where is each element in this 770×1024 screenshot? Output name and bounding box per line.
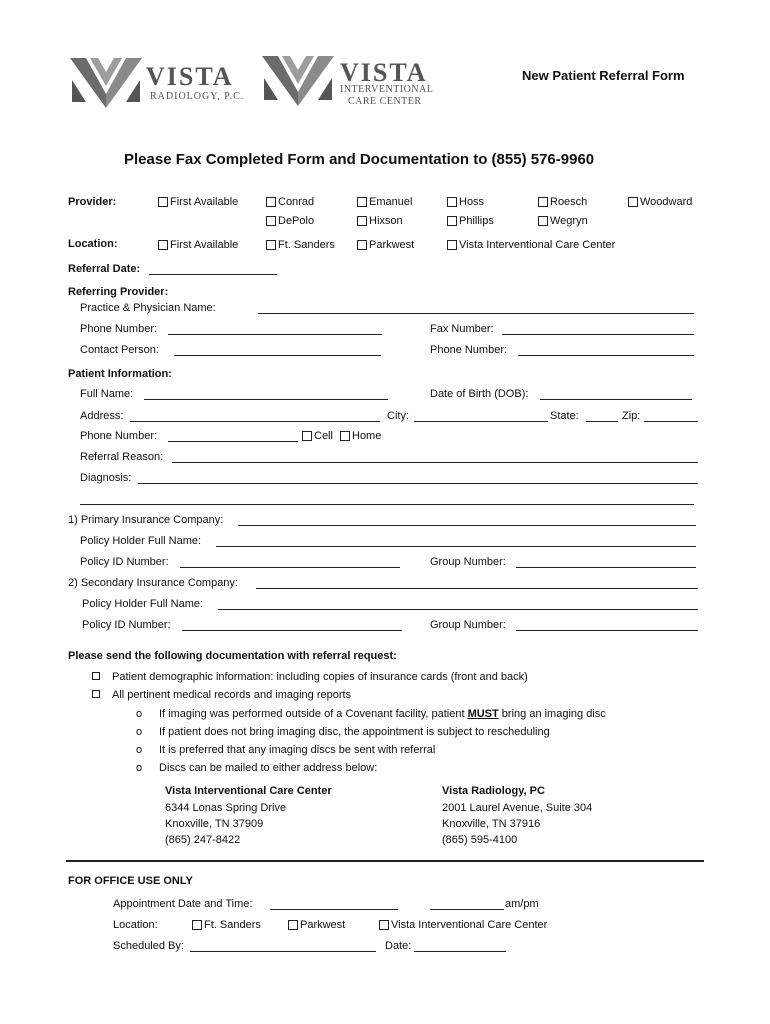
checkbox[interactable]	[628, 197, 638, 207]
reason-label: Referral Reason:	[80, 451, 164, 463]
state-field[interactable]	[586, 410, 618, 422]
checkbox[interactable]	[447, 240, 457, 250]
location-label: Location:	[68, 238, 118, 250]
fax-heading: Please Fax Completed Form and Documentation to (855) 576-9960	[124, 151, 595, 168]
ampm-label: am/pm	[505, 898, 539, 910]
checkbox[interactable]	[302, 431, 312, 441]
provider-hixson[interactable]: Hixson	[357, 215, 403, 227]
checkbox[interactable]	[158, 240, 168, 250]
sub-bullet: o	[136, 762, 143, 774]
primary-ins-field[interactable]	[238, 514, 696, 526]
logo-vista-radiology	[70, 50, 142, 110]
zip-field[interactable]	[644, 410, 698, 422]
address-right-line2: Knoxville, TN 37916	[442, 818, 541, 830]
provider-woodward[interactable]: Woodward	[628, 196, 692, 208]
vista-interventional-logo-sub2: CARE CENTER	[348, 96, 422, 107]
practice-field[interactable]	[258, 302, 694, 314]
logo-vista-interventional	[262, 48, 334, 108]
address-right-phone: (865) 595-4100	[442, 834, 518, 846]
provider-wegryn[interactable]: Wegryn	[538, 215, 588, 227]
ref-phone-field[interactable]	[168, 323, 382, 335]
appt-field[interactable]	[270, 898, 398, 910]
provider-hoss[interactable]: Hoss	[447, 196, 484, 208]
checkbox[interactable]	[379, 920, 389, 930]
policy-id-label: Policy ID Number:	[80, 556, 169, 568]
address-right-line1: 2001 Laurel Avenue, Suite 304	[442, 802, 593, 814]
checkbox[interactable]	[192, 920, 202, 930]
zip-label: Zip:	[622, 410, 641, 422]
checkbox[interactable]	[447, 216, 457, 226]
location-parkwest[interactable]: Parkwest	[357, 239, 414, 251]
contact-field[interactable]	[174, 344, 381, 356]
office-date-label: Date:	[385, 940, 412, 952]
address-label: Address:	[80, 410, 124, 422]
checkbox[interactable]	[158, 197, 168, 207]
ref-phone2-label: Phone Number:	[430, 344, 508, 356]
group-field[interactable]	[516, 556, 696, 568]
checkbox[interactable]	[266, 216, 276, 226]
referring-provider-heading: Referring Provider:	[68, 286, 169, 298]
referral-date-label: Referral Date:	[68, 263, 141, 275]
checkbox[interactable]	[357, 197, 367, 207]
address-left-name: Vista Interventional Care Center	[165, 785, 332, 797]
provider-roesch[interactable]: Roesch	[538, 196, 587, 208]
office-date-field[interactable]	[414, 940, 506, 952]
ref-phone-label: Phone Number:	[80, 323, 158, 335]
location-vicc[interactable]: Vista Interventional Care Center	[447, 239, 615, 251]
sub-bullet: o	[136, 744, 143, 756]
provider-depolo[interactable]: DePolo	[266, 215, 314, 227]
ref-fax-label: Fax Number:	[430, 323, 494, 335]
location-ft-sanders[interactable]: Ft. Sanders	[266, 239, 335, 251]
holder2-label: Policy Holder Full Name:	[82, 598, 204, 610]
provider-first-available[interactable]: First Available	[158, 196, 238, 208]
city-label: City:	[387, 410, 409, 422]
checkbox[interactable]	[447, 197, 457, 207]
address-left-phone: (865) 247-8422	[165, 834, 241, 846]
secondary-ins-field[interactable]	[256, 577, 698, 589]
doc-sub-item-1: If imaging was performed outside of a Covenant facility, patient MUST bring an imaging disc	[159, 708, 606, 720]
address-left-line2: Knoxville, TN 37909	[165, 818, 264, 830]
checkbox[interactable]	[266, 197, 276, 207]
provider-label: Provider:	[68, 196, 117, 208]
diagnosis-field-2[interactable]	[80, 493, 694, 505]
policy-id-field[interactable]	[180, 556, 400, 568]
vista-interventional-logo-sub1: INTERVENTIONAL	[340, 84, 434, 95]
vista-interventional-logo-name: VISTA	[340, 58, 428, 87]
office-location-label: Location:	[113, 919, 158, 931]
ref-phone2-field[interactable]	[518, 344, 694, 356]
diagnosis-label: Diagnosis:	[80, 472, 132, 484]
ref-fax-field[interactable]	[502, 323, 694, 335]
provider-emanuel[interactable]: Emanuel	[357, 196, 412, 208]
office-loc-ft-sanders[interactable]: Ft. Sanders	[192, 919, 261, 931]
office-loc-parkwest[interactable]: Parkwest	[288, 919, 345, 931]
group2-label: Group Number:	[430, 619, 506, 631]
dob-label: Date of Birth (DOB):	[430, 388, 529, 400]
holder2-field[interactable]	[218, 598, 698, 610]
office-loc-vicc[interactable]: Vista Interventional Care Center	[379, 919, 547, 931]
documentation-heading: Please send the following documentation with referral request:	[68, 650, 397, 662]
vista-radiology-logo-name: VISTA	[146, 62, 234, 91]
provider-conrad[interactable]: Conrad	[266, 196, 314, 208]
scheduled-label: Scheduled By:	[113, 940, 184, 952]
checkbox[interactable]	[266, 240, 276, 250]
checkbox[interactable]	[288, 920, 298, 930]
group2-field[interactable]	[516, 619, 698, 631]
patient-heading: Patient Information:	[68, 368, 172, 380]
patient-phone-field[interactable]	[168, 430, 298, 442]
practice-label: Practice & Physician Name:	[80, 302, 216, 314]
sub-bullet: o	[136, 708, 143, 720]
square-bullet-icon	[92, 672, 100, 680]
appt-time-field[interactable]	[430, 898, 504, 910]
divider	[66, 860, 704, 862]
diagnosis-field[interactable]	[138, 472, 698, 484]
sub-bullet: o	[136, 726, 143, 738]
reason-field[interactable]	[172, 451, 698, 463]
full-name-label: Full Name:	[80, 388, 134, 400]
group-label: Group Number:	[430, 556, 506, 568]
vista-radiology-logo-sub: RADIOLOGY, P.C.	[150, 91, 245, 102]
doc-item-2: All pertinent medical records and imaging reports	[92, 689, 351, 701]
policy-id2-field[interactable]	[182, 619, 402, 631]
location-first-available[interactable]: First Available	[158, 239, 238, 251]
referral-date-field[interactable]	[149, 263, 277, 275]
provider-phillips[interactable]: Phillips	[447, 215, 494, 227]
checkbox[interactable]	[538, 216, 548, 226]
address-field[interactable]	[130, 410, 380, 422]
holder-field[interactable]	[216, 535, 696, 547]
vista-radiology-logo-mark	[70, 50, 142, 110]
secondary-ins-label: 2) Secondary Insurance Company:	[68, 577, 238, 589]
holder-label: Policy Holder Full Name:	[80, 535, 202, 547]
state-label: State:	[550, 410, 579, 422]
doc-item-1: Patient demographic information: including copies of insurance cards (front and back)	[92, 671, 528, 683]
city-field[interactable]	[414, 410, 548, 422]
address-left-line1: 6344 Lonas Spring Drive	[165, 802, 287, 814]
address-right-name: Vista Radiology, PC	[442, 785, 545, 797]
checkbox[interactable]	[357, 216, 367, 226]
checkbox[interactable]	[340, 431, 350, 441]
appt-label: Appointment Date and Time:	[113, 898, 253, 910]
primary-ins-label: 1) Primary Insurance Company:	[68, 514, 224, 526]
vista-interventional-logo-mark	[262, 48, 334, 108]
doc-sub-item-3: It is preferred that any imaging discs be sent with referral	[159, 744, 436, 756]
checkbox[interactable]	[357, 240, 367, 250]
office-heading: FOR OFFICE USE ONLY	[68, 875, 193, 887]
form-title: New Patient Referral Form	[522, 68, 685, 83]
home-option[interactable]: Home	[340, 430, 381, 442]
doc-sub-item-2: If patient does not bring imaging disc, the appointment is subject to rescheduling	[159, 726, 550, 738]
policy-id2-label: Policy ID Number:	[82, 619, 171, 631]
contact-label: Contact Person:	[80, 344, 159, 356]
scheduled-field[interactable]	[190, 940, 376, 952]
doc-sub-item-4: Discs can be mailed to either address below:	[159, 762, 378, 774]
patient-phone-label: Phone Number:	[80, 430, 158, 442]
dob-field[interactable]	[540, 388, 692, 400]
cell-option[interactable]: Cell	[302, 430, 333, 442]
full-name-field[interactable]	[144, 388, 388, 400]
checkbox[interactable]	[538, 197, 548, 207]
square-bullet-icon	[92, 690, 100, 698]
